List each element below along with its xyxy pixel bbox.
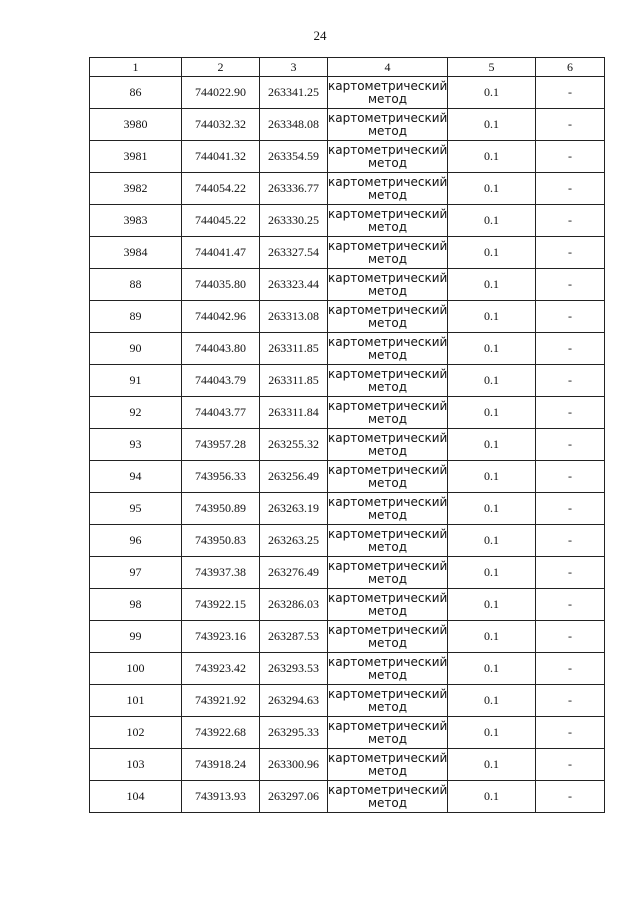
column-header-4: 4 xyxy=(328,58,448,77)
note-cell: - xyxy=(536,525,605,557)
point-number-cell: 100 xyxy=(90,653,182,685)
method-line-2: метод xyxy=(367,283,408,298)
x-coordinate-cell: 744043.79 xyxy=(182,365,260,397)
table-row xyxy=(90,109,605,141)
table-row xyxy=(90,749,605,781)
x-coordinate-cell: 744041.32 xyxy=(182,141,260,173)
table-row xyxy=(90,237,605,269)
point-number-cell: 91 xyxy=(90,365,182,397)
method-line-2: метод xyxy=(367,443,408,458)
method-line-1: картометрический xyxy=(328,206,448,221)
column-header-5: 5 xyxy=(448,58,536,77)
method-line-1: картометрический xyxy=(328,654,448,669)
method-line-2: метод xyxy=(367,155,408,170)
method-line-2: метод xyxy=(367,507,408,522)
accuracy-cell: 0.1 xyxy=(448,621,536,653)
method-line-2: метод xyxy=(367,667,408,682)
note-cell: - xyxy=(536,173,605,205)
method-cell xyxy=(328,397,448,429)
accuracy-cell: 0.1 xyxy=(448,461,536,493)
point-number-cell: 104 xyxy=(90,781,182,813)
method-cell xyxy=(328,333,448,365)
x-coordinate-cell: 744041.47 xyxy=(182,237,260,269)
method-cell xyxy=(328,589,448,621)
method-line-1: картометрический xyxy=(328,78,448,93)
x-coordinate-cell: 744022.90 xyxy=(182,77,260,109)
method-cell xyxy=(328,653,448,685)
method-line-1: картометрический xyxy=(328,238,448,253)
method-cell xyxy=(328,781,448,813)
method-line-1: картометрический xyxy=(328,270,448,285)
x-coordinate-cell: 744045.22 xyxy=(182,205,260,237)
accuracy-cell: 0.1 xyxy=(448,557,536,589)
y-coordinate-cell: 263354.59 xyxy=(260,141,328,173)
y-coordinate-cell: 263313.08 xyxy=(260,301,328,333)
note-cell: - xyxy=(536,205,605,237)
y-coordinate-cell: 263287.53 xyxy=(260,621,328,653)
y-coordinate-cell: 263348.08 xyxy=(260,109,328,141)
accuracy-cell: 0.1 xyxy=(448,653,536,685)
point-number-cell: 3982 xyxy=(90,173,182,205)
method-line-1: картометрический xyxy=(328,782,448,797)
point-number-cell: 95 xyxy=(90,493,182,525)
note-cell: - xyxy=(536,301,605,333)
x-coordinate-cell: 743918.24 xyxy=(182,749,260,781)
x-coordinate-cell: 744032.32 xyxy=(182,109,260,141)
point-number-cell: 94 xyxy=(90,461,182,493)
y-coordinate-cell: 263297.06 xyxy=(260,781,328,813)
table-body xyxy=(90,77,605,813)
table-row xyxy=(90,461,605,493)
method-cell xyxy=(328,77,448,109)
method-cell xyxy=(328,557,448,589)
method-line-2: метод xyxy=(367,379,408,394)
y-coordinate-cell: 263311.85 xyxy=(260,365,328,397)
x-coordinate-cell: 743922.68 xyxy=(182,717,260,749)
accuracy-cell: 0.1 xyxy=(448,749,536,781)
method-cell xyxy=(328,749,448,781)
method-line-1: картометрический xyxy=(328,334,448,349)
x-coordinate-cell: 743950.83 xyxy=(182,525,260,557)
method-line-2: метод xyxy=(367,123,408,138)
table-row xyxy=(90,173,605,205)
point-number-cell: 3983 xyxy=(90,205,182,237)
x-coordinate-cell: 743922.15 xyxy=(182,589,260,621)
method-cell xyxy=(328,141,448,173)
y-coordinate-cell: 263330.25 xyxy=(260,205,328,237)
note-cell: - xyxy=(536,653,605,685)
note-cell: - xyxy=(536,685,605,717)
note-cell: - xyxy=(536,109,605,141)
x-coordinate-cell: 743923.16 xyxy=(182,621,260,653)
method-cell xyxy=(328,493,448,525)
method-line-1: картометрический xyxy=(328,526,448,541)
accuracy-cell: 0.1 xyxy=(448,525,536,557)
column-header-3: 3 xyxy=(260,58,328,77)
accuracy-cell: 0.1 xyxy=(448,333,536,365)
table-row xyxy=(90,333,605,365)
method-line-2: метод xyxy=(367,539,408,554)
method-line-2: метод xyxy=(367,795,408,810)
method-line-1: картометрический xyxy=(328,558,448,573)
method-line-1: картометрический xyxy=(328,686,448,701)
x-coordinate-cell: 743957.28 xyxy=(182,429,260,461)
note-cell: - xyxy=(536,141,605,173)
method-line-2: метод xyxy=(367,187,408,202)
method-line-2: метод xyxy=(367,699,408,714)
table-row xyxy=(90,493,605,525)
x-coordinate-cell: 744043.80 xyxy=(182,333,260,365)
table-row xyxy=(90,141,605,173)
table-row xyxy=(90,365,605,397)
note-cell: - xyxy=(536,589,605,621)
note-cell: - xyxy=(536,621,605,653)
method-line-1: картометрический xyxy=(328,302,448,317)
table-row xyxy=(90,429,605,461)
table-row xyxy=(90,589,605,621)
x-coordinate-cell: 744054.22 xyxy=(182,173,260,205)
accuracy-cell: 0.1 xyxy=(448,685,536,717)
accuracy-cell: 0.1 xyxy=(448,493,536,525)
method-cell xyxy=(328,301,448,333)
table-row xyxy=(90,525,605,557)
table-row xyxy=(90,685,605,717)
method-line-2: метод xyxy=(367,315,408,330)
table-row xyxy=(90,301,605,333)
point-number-cell: 92 xyxy=(90,397,182,429)
method-cell xyxy=(328,621,448,653)
method-line-1: картометрический xyxy=(328,142,448,157)
y-coordinate-cell: 263311.85 xyxy=(260,333,328,365)
accuracy-cell: 0.1 xyxy=(448,205,536,237)
x-coordinate-cell: 743937.38 xyxy=(182,557,260,589)
table-row xyxy=(90,781,605,813)
accuracy-cell: 0.1 xyxy=(448,301,536,333)
point-number-cell: 102 xyxy=(90,717,182,749)
x-coordinate-cell: 743923.42 xyxy=(182,653,260,685)
x-coordinate-cell: 743956.33 xyxy=(182,461,260,493)
note-cell: - xyxy=(536,365,605,397)
x-coordinate-cell: 744043.77 xyxy=(182,397,260,429)
accuracy-cell: 0.1 xyxy=(448,237,536,269)
x-coordinate-cell: 744035.80 xyxy=(182,269,260,301)
x-coordinate-cell: 743921.92 xyxy=(182,685,260,717)
table-row xyxy=(90,717,605,749)
point-number-cell: 3980 xyxy=(90,109,182,141)
x-coordinate-cell: 744042.96 xyxy=(182,301,260,333)
y-coordinate-cell: 263323.44 xyxy=(260,269,328,301)
x-coordinate-cell: 743950.89 xyxy=(182,493,260,525)
y-coordinate-cell: 263263.19 xyxy=(260,493,328,525)
table-row xyxy=(90,77,605,109)
accuracy-cell: 0.1 xyxy=(448,269,536,301)
column-header-1: 1 xyxy=(90,58,182,77)
point-number-cell: 96 xyxy=(90,525,182,557)
y-coordinate-cell: 263263.25 xyxy=(260,525,328,557)
point-number-cell: 86 xyxy=(90,77,182,109)
method-cell xyxy=(328,269,448,301)
method-line-2: метод xyxy=(367,603,408,618)
method-line-2: метод xyxy=(367,251,408,266)
method-cell xyxy=(328,205,448,237)
y-coordinate-cell: 263327.54 xyxy=(260,237,328,269)
y-coordinate-cell: 263294.63 xyxy=(260,685,328,717)
page-number: 24 xyxy=(313,28,327,43)
method-line-2: метод xyxy=(367,763,408,778)
accuracy-cell: 0.1 xyxy=(448,397,536,429)
method-cell xyxy=(328,717,448,749)
note-cell: - xyxy=(536,749,605,781)
note-cell: - xyxy=(536,557,605,589)
method-cell xyxy=(328,685,448,717)
y-coordinate-cell: 263295.33 xyxy=(260,717,328,749)
method-cell xyxy=(328,365,448,397)
method-line-1: картометрический xyxy=(328,110,448,125)
method-cell xyxy=(328,525,448,557)
note-cell: - xyxy=(536,493,605,525)
y-coordinate-cell: 263311.84 xyxy=(260,397,328,429)
accuracy-cell: 0.1 xyxy=(448,429,536,461)
accuracy-cell: 0.1 xyxy=(448,109,536,141)
point-number-cell: 97 xyxy=(90,557,182,589)
accuracy-cell: 0.1 xyxy=(448,717,536,749)
method-line-1: картометрический xyxy=(328,398,448,413)
method-line-1: картометрический xyxy=(328,750,448,765)
method-line-1: картометрический xyxy=(328,366,448,381)
table-row xyxy=(90,653,605,685)
table-row xyxy=(90,621,605,653)
accuracy-cell: 0.1 xyxy=(448,141,536,173)
note-cell: - xyxy=(536,717,605,749)
method-line-2: метод xyxy=(367,347,408,362)
method-cell xyxy=(328,109,448,141)
table-row xyxy=(90,397,605,429)
note-cell: - xyxy=(536,781,605,813)
point-number-cell: 98 xyxy=(90,589,182,621)
point-number-cell: 90 xyxy=(90,333,182,365)
point-number-cell: 3984 xyxy=(90,237,182,269)
table-row xyxy=(90,557,605,589)
method-cell xyxy=(328,173,448,205)
header-row xyxy=(90,58,605,77)
column-header-2: 2 xyxy=(182,58,260,77)
y-coordinate-cell: 263300.96 xyxy=(260,749,328,781)
note-cell: - xyxy=(536,397,605,429)
note-cell: - xyxy=(536,461,605,493)
note-cell: - xyxy=(536,269,605,301)
y-coordinate-cell: 263256.49 xyxy=(260,461,328,493)
accuracy-cell: 0.1 xyxy=(448,173,536,205)
point-number-cell: 93 xyxy=(90,429,182,461)
method-line-1: картометрический xyxy=(328,718,448,733)
note-cell: - xyxy=(536,237,605,269)
method-cell xyxy=(328,237,448,269)
point-number-cell: 101 xyxy=(90,685,182,717)
method-line-1: картометрический xyxy=(328,174,448,189)
accuracy-cell: 0.1 xyxy=(448,781,536,813)
note-cell: - xyxy=(536,429,605,461)
point-number-cell: 88 xyxy=(90,269,182,301)
table-row xyxy=(90,205,605,237)
method-line-1: картометрический xyxy=(328,494,448,509)
y-coordinate-cell: 263276.49 xyxy=(260,557,328,589)
method-line-1: картометрический xyxy=(328,622,448,637)
y-coordinate-cell: 263341.25 xyxy=(260,77,328,109)
point-number-cell: 3981 xyxy=(90,141,182,173)
method-line-2: метод xyxy=(367,571,408,586)
point-number-cell: 99 xyxy=(90,621,182,653)
y-coordinate-cell: 263255.32 xyxy=(260,429,328,461)
coordinates-table xyxy=(89,57,605,813)
x-coordinate-cell: 743913.93 xyxy=(182,781,260,813)
method-line-2: метод xyxy=(367,635,408,650)
method-cell xyxy=(328,429,448,461)
accuracy-cell: 0.1 xyxy=(448,77,536,109)
accuracy-cell: 0.1 xyxy=(448,589,536,621)
point-number-cell: 89 xyxy=(90,301,182,333)
note-cell: - xyxy=(536,77,605,109)
y-coordinate-cell: 263286.03 xyxy=(260,589,328,621)
method-line-2: метод xyxy=(367,731,408,746)
method-line-1: картометрический xyxy=(328,430,448,445)
method-line-2: метод xyxy=(367,91,408,106)
y-coordinate-cell: 263293.53 xyxy=(260,653,328,685)
method-line-2: метод xyxy=(367,475,408,490)
accuracy-cell: 0.1 xyxy=(448,365,536,397)
method-line-1: картометрический xyxy=(328,462,448,477)
table-row xyxy=(90,269,605,301)
point-number-cell: 103 xyxy=(90,749,182,781)
note-cell: - xyxy=(536,333,605,365)
column-header-6: 6 xyxy=(536,58,605,77)
method-cell xyxy=(328,461,448,493)
method-line-2: метод xyxy=(367,219,408,234)
method-line-1: картометрический xyxy=(328,590,448,605)
method-line-2: метод xyxy=(367,411,408,426)
y-coordinate-cell: 263336.77 xyxy=(260,173,328,205)
